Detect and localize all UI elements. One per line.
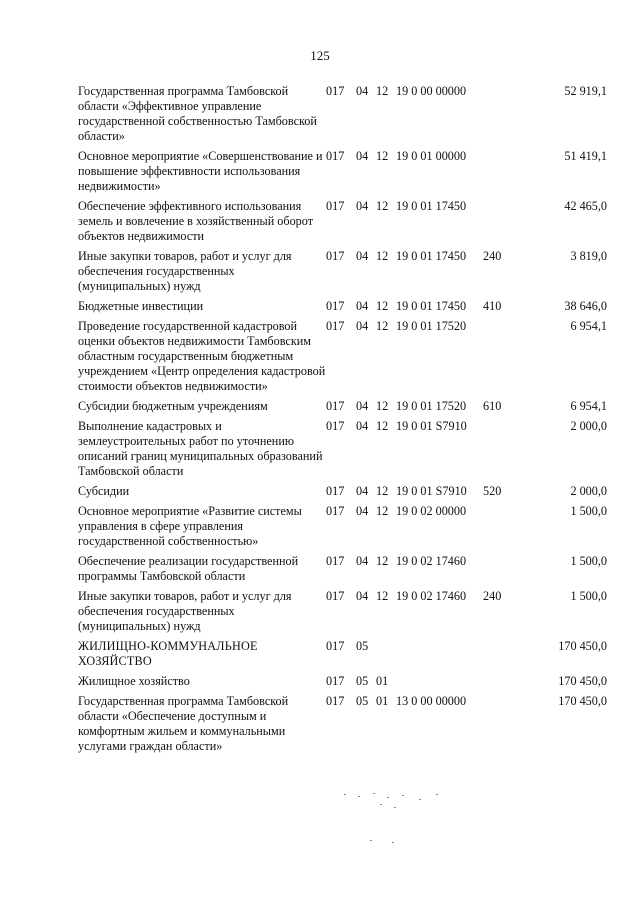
row-vr: 610 xyxy=(483,399,502,413)
row-amount: 51 419,1 xyxy=(564,149,607,163)
row-subsection: 12 xyxy=(376,199,389,213)
row-name: Обеспечение реализации государственной программы Тамбовской области xyxy=(78,554,299,583)
row-section: 04 xyxy=(356,84,369,98)
row-code: 017 xyxy=(326,554,345,568)
budget-table xyxy=(78,84,607,759)
row-name: Основное мероприятие «Совершенствование и повышение эффективности использования недвижимости» xyxy=(78,149,323,193)
row-amount: 1 500,0 xyxy=(570,504,607,518)
row-target xyxy=(396,639,483,674)
budget-table-body xyxy=(78,84,607,759)
row-target: 19 0 01 00000 xyxy=(396,149,467,163)
row-code: 017 xyxy=(326,419,345,433)
row-section: 04 xyxy=(356,249,369,263)
row-name: Субсидии бюджетным учреждениям xyxy=(78,399,268,413)
row-name: Государственная программа Тамбовской области «Обеспечение доступным и комфортным жильем и коммунальными услугами граждан области» xyxy=(78,694,289,753)
row-amount: 170 450,0 xyxy=(558,674,607,688)
table-row xyxy=(78,694,607,759)
row-target: 19 0 02 17460 xyxy=(396,554,467,568)
row-amount: 38 646,0 xyxy=(564,299,607,313)
row-target: 19 0 01 17450 xyxy=(396,299,467,313)
table-row xyxy=(78,504,607,554)
row-code: 017 xyxy=(326,199,345,213)
scan-specks-decoration xyxy=(340,790,450,850)
row-amount: 1 500,0 xyxy=(570,554,607,568)
row-amount: 1 500,0 xyxy=(570,589,607,603)
table-row xyxy=(78,199,607,249)
table-row xyxy=(78,399,607,419)
row-vr xyxy=(483,419,523,484)
row-subsection xyxy=(376,639,396,674)
table-row xyxy=(78,84,607,149)
row-vr xyxy=(483,639,523,674)
row-name: Субсидии xyxy=(78,484,130,498)
row-code: 017 xyxy=(326,639,345,653)
row-section: 04 xyxy=(356,149,369,163)
row-amount: 3 819,0 xyxy=(570,249,607,263)
row-target: 19 0 01 S7910 xyxy=(396,484,467,498)
row-name: Иные закупки товаров, работ и услуг для обеспечения государственных (муниципальных) нужд xyxy=(78,589,292,633)
row-name: Выполнение кадастровых и землеустроительных работ по уточнению описаний границ муниципальных образований Тамбовской области xyxy=(78,419,323,478)
row-vr xyxy=(483,84,523,149)
row-subsection: 12 xyxy=(376,484,389,498)
table-row xyxy=(78,554,607,589)
row-target: 19 0 01 S7910 xyxy=(396,419,467,433)
row-vr: 240 xyxy=(483,249,502,263)
table-row xyxy=(78,484,607,504)
row-amount: 6 954,1 xyxy=(570,399,607,413)
row-section: 05 xyxy=(356,694,369,708)
row-target: 13 0 00 00000 xyxy=(396,694,467,708)
row-name: Иные закупки товаров, работ и услуг для обеспечения государственных (муниципальных) нужд xyxy=(78,249,292,293)
row-subsection: 12 xyxy=(376,419,389,433)
table-row-section-heading xyxy=(78,639,607,674)
row-name: ЖИЛИЩНО-КОММУНАЛЬНОЕ ХОЗЯЙСТВО xyxy=(78,639,258,668)
row-name: Проведение государственной кадастровой оценки объектов недвижимости Тамбовским областным государственным бюджетным учреждением «Центр определения кадастровой стоимости объектов недвижимости» xyxy=(78,319,326,393)
row-subsection: 01 xyxy=(376,674,389,688)
row-amount: 170 450,0 xyxy=(558,694,607,708)
table-row xyxy=(78,299,607,319)
row-code: 017 xyxy=(326,674,345,688)
row-target: 19 0 01 17520 xyxy=(396,399,467,413)
row-section: 04 xyxy=(356,554,369,568)
row-subsection: 12 xyxy=(376,299,389,313)
row-vr xyxy=(483,554,523,589)
row-subsection: 12 xyxy=(376,319,389,333)
row-vr: 410 xyxy=(483,299,502,313)
row-subsection: 12 xyxy=(376,504,389,518)
row-amount: 42 465,0 xyxy=(564,199,607,213)
row-amount: 170 450,0 xyxy=(558,639,607,653)
row-subsection: 12 xyxy=(376,589,389,603)
page-number: 125 xyxy=(310,48,330,63)
row-code: 017 xyxy=(326,399,345,413)
row-target: 19 0 01 17520 xyxy=(396,319,467,333)
row-target: 19 0 02 00000 xyxy=(396,504,467,518)
row-amount: 52 919,1 xyxy=(564,84,607,98)
row-subsection: 12 xyxy=(376,84,389,98)
row-section: 04 xyxy=(356,504,369,518)
row-vr: 240 xyxy=(483,589,502,603)
row-section: 04 xyxy=(356,199,369,213)
row-section: 04 xyxy=(356,299,369,313)
row-code: 017 xyxy=(326,504,345,518)
table-row xyxy=(78,589,607,639)
table-row xyxy=(78,419,607,484)
row-target: 19 0 01 17450 xyxy=(396,199,467,213)
row-vr xyxy=(483,319,523,399)
table-row xyxy=(78,674,607,694)
row-code: 017 xyxy=(326,149,345,163)
row-name: Обеспечение эффективного использования земель и вовлечение в хозяйственный оборот объектов недвижимости xyxy=(78,199,314,243)
row-target: 19 0 01 17450 xyxy=(396,249,467,263)
row-vr xyxy=(483,504,523,554)
row-subsection: 12 xyxy=(376,249,389,263)
row-name: Основное мероприятие «Развитие системы управления в сфере управления государственной собственностью» xyxy=(78,504,302,548)
row-subsection: 12 xyxy=(376,149,389,163)
row-target: 19 0 02 17460 xyxy=(396,589,467,603)
row-name: Жилищное хозяйство xyxy=(78,674,190,688)
row-target: 19 0 00 00000 xyxy=(396,84,467,98)
row-vr: 520 xyxy=(483,484,502,498)
row-code: 017 xyxy=(326,694,345,708)
row-vr xyxy=(483,694,523,759)
row-code: 017 xyxy=(326,484,345,498)
row-section: 04 xyxy=(356,319,369,333)
row-subsection: 12 xyxy=(376,399,389,413)
row-amount: 2 000,0 xyxy=(570,484,607,498)
row-subsection: 12 xyxy=(376,554,389,568)
row-name: Государственная программа Тамбовской области «Эффективное управление государственной собственностью Тамбовской области» xyxy=(78,84,317,143)
row-section: 04 xyxy=(356,589,369,603)
row-code: 017 xyxy=(326,589,345,603)
row-subsection: 01 xyxy=(376,694,389,708)
row-amount: 2 000,0 xyxy=(570,419,607,433)
row-target xyxy=(396,674,483,694)
row-code: 017 xyxy=(326,249,345,263)
row-code: 017 xyxy=(326,319,345,333)
row-code: 017 xyxy=(326,299,345,313)
table-row xyxy=(78,149,607,199)
table-row xyxy=(78,249,607,299)
row-section: 05 xyxy=(356,639,369,653)
row-vr xyxy=(483,199,523,249)
row-vr xyxy=(483,149,523,199)
row-name: Бюджетные инвестиции xyxy=(78,299,204,313)
row-code: 017 xyxy=(326,84,345,98)
row-section: 04 xyxy=(356,399,369,413)
row-amount: 6 954,1 xyxy=(570,319,607,333)
row-section: 04 xyxy=(356,484,369,498)
row-section: 05 xyxy=(356,674,369,688)
row-vr xyxy=(483,674,523,694)
row-section: 04 xyxy=(356,419,369,433)
table-row xyxy=(78,319,607,399)
